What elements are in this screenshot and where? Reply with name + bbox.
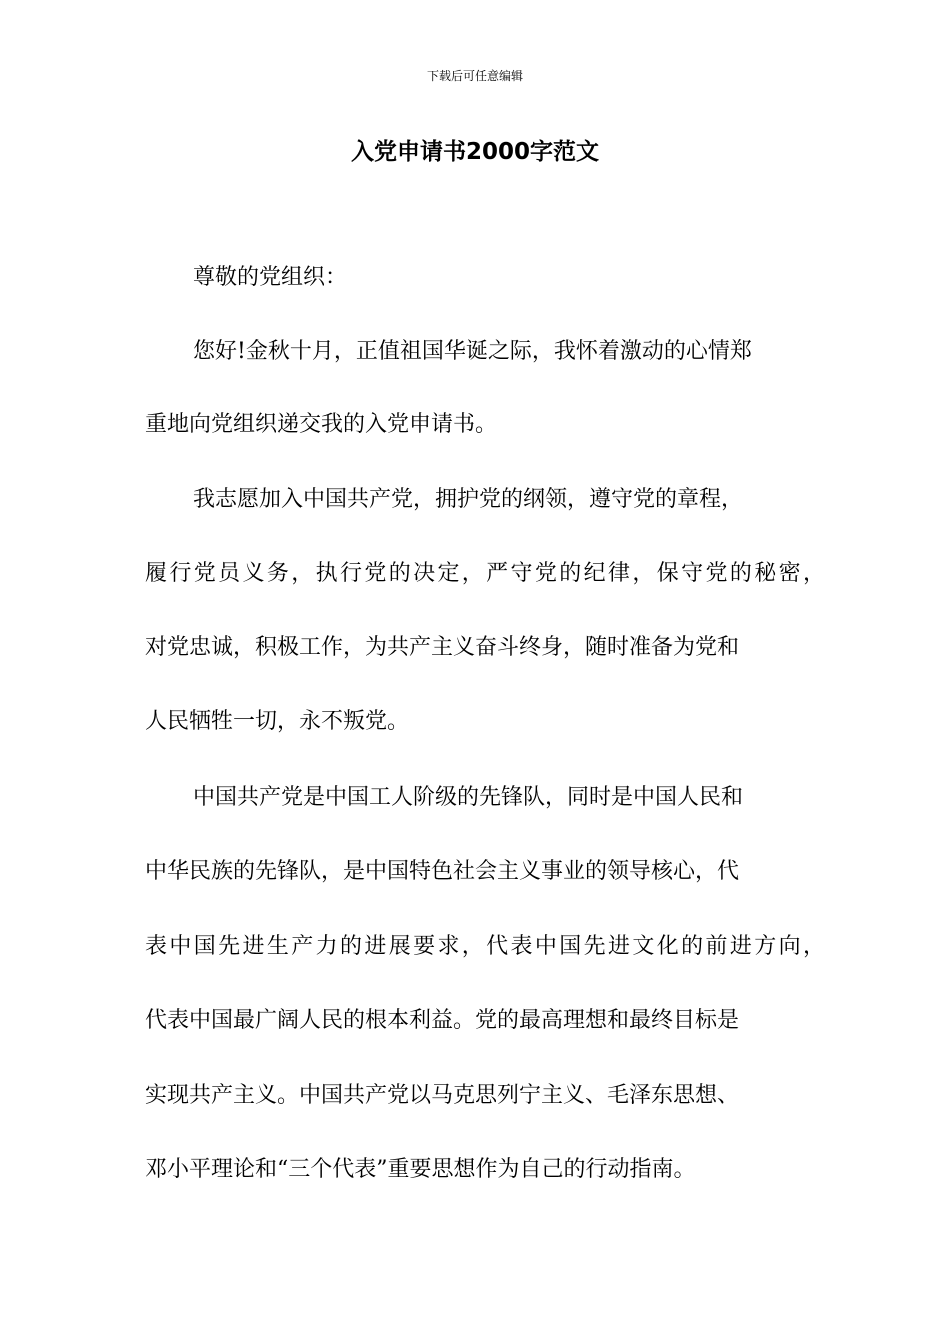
paragraph-2-line-1: 我志愿加入中国共产党，拥护党的纲领，遵守党的章程， — [193, 487, 744, 512]
paragraph-3-line-3: 表中国先进生产力的进展要求，代表中国先进文化的前进方向， — [145, 934, 825, 959]
paragraph-1-line-1: 您好!金秋十月，正值祖国华诞之际，我怀着激动的心情郑 — [193, 339, 752, 364]
paragraph-3-line-2: 中华民族的先锋队，是中国特色社会主义事业的领导核心，代 — [145, 859, 740, 884]
paragraph-2-line-4: 人民牺牲一切，永不叛党。 — [145, 709, 410, 734]
paragraph-3-line-5: 实现共产主义。中国共产党以马克思列宁主义、毛泽东思想、 — [145, 1083, 740, 1108]
paragraph-3-line-6: 邓小平理论和“三个代表”重要思想作为自己的行动指南。 — [145, 1157, 696, 1182]
paragraph-2-line-2: 履行党员义务，执行党的决定，严守党的纪律，保守党的秘密， — [145, 561, 825, 586]
document-title: 入党申请书2000字范文 — [350, 139, 599, 165]
paragraph-2-line-3: 对党忠诚，积极工作，为共产主义奋斗终身，随时准备为党和 — [145, 635, 740, 660]
paragraph-3-line-1: 中国共产党是中国工人阶级的先锋队，同时是中国人民和 — [193, 785, 744, 810]
header-note: 下载后可任意编辑 — [426, 69, 523, 83]
salutation-line: 尊敬的党组织： — [193, 265, 348, 290]
paragraph-1-line-2: 重地向党组织递交我的入党申请书。 — [145, 412, 498, 437]
paragraph-3-line-4: 代表中国最广阔人民的根本利益。党的最高理想和最终目标是 — [145, 1008, 740, 1033]
